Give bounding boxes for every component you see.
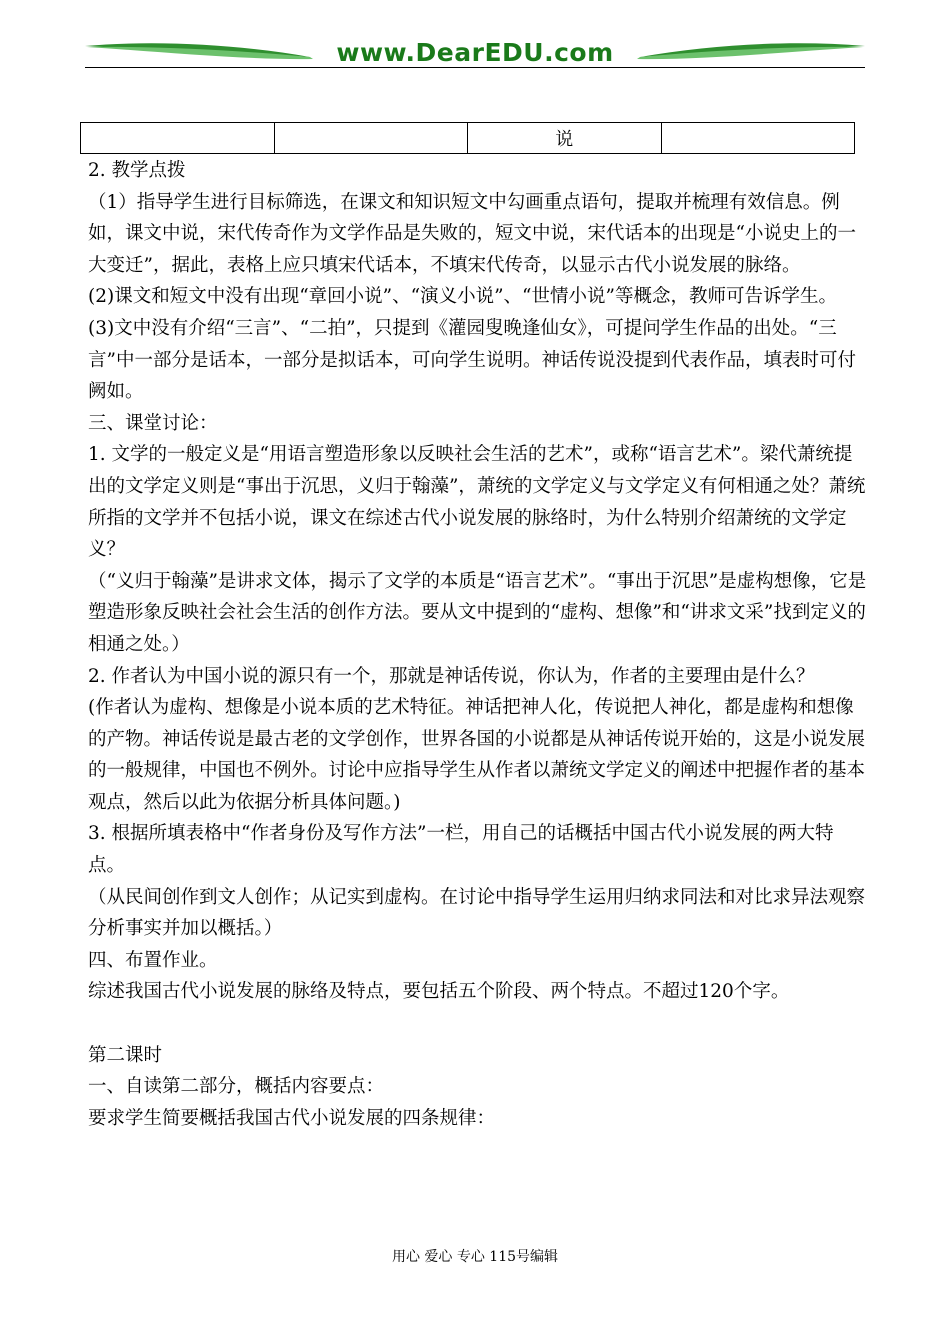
section-heading: 四、布置作业。	[88, 949, 218, 971]
section-heading: 一、自读第二部分，概括内容要点：	[88, 1076, 385, 1098]
document-body	[88, 155, 868, 1134]
table-cell	[81, 123, 275, 154]
paragraph: (2)课文和短文中没有出现“章回小说”、“演义小说”、“世情小说”等概念，教师可告诉学生。	[88, 286, 837, 308]
paragraph: （1）指导学生进行目标筛选，在课文和知识短文中勾画重点语句，提取并梳理有效信息。例如，课文中说，宋代传奇作为文学作品是失败的，短文中说，宋代话本的出现是“小说史上的一大变迁”，据此，表格上应只填宋代话本，不填宋代传奇，以显示古代小说发展的脉络。	[88, 191, 856, 276]
table-cell	[661, 123, 855, 154]
table-row	[81, 123, 855, 154]
discussion-question: 1. 文学的一般定义是“用语言塑造形象以反映社会生活的艺术”，或称“语言艺术”。梁代萧统提出的文学定义则是“事出于沉思，义归于翰藻”，萧统的文学定义与文学定义有何相通之处？萧统所指的文学并不包括小说，课文在综述古代小说发展的脉络时，为什么特别介绍萧统的文学定义？	[88, 444, 866, 561]
discussion-answer: (作者认为虚构、想像是小说本质的艺术特征。神话把神人化，传说把人神化，都是虚构和想像的产物。神话传说是最古老的文学创作，世界各国的小说都是从神话传说开始的，这是小说发展的一般规律，中国也不例外。讨论中应指导学生从作者以萧统文学定义的阐述中把握作者的基本观点，然后以此为依据分析具体问题。)	[88, 697, 866, 813]
discussion-answer: （“义归于翰藻”是讲求文体，揭示了文学的本质是“语言艺术”。“事出于沉思”是虚构想像，它是塑造形象反映社会社会生活的创作方法。要从文中提到的“虚构、想像”和“讲求文采”找到定义的相通之处。）	[88, 570, 867, 655]
discussion-question: 3. 根据所填表格中“作者身份及写作方法”一栏，用自己的话概括中国古代小说发展的两大特点。	[88, 823, 834, 877]
subsection-heading: 2. 教学点拨	[88, 160, 186, 181]
lesson-heading: 第二课时	[88, 1044, 163, 1066]
blank-line	[88, 1008, 868, 1040]
paragraph: (3)文中没有介绍“三言”、“二拍”，只提到《灌园叟晚逢仙女》，可提问学生作品的出处。“三言”中一部分是话本，一部分是拟话本，可向学生说明。神话传说没提到代表作品，填表时可付阙如。	[88, 317, 856, 403]
site-header	[85, 30, 865, 72]
page-footer: 用心 爱心 专心 115号编辑	[391, 1249, 559, 1265]
paragraph: 要求学生简要概括我国古代小说发展的四条规律：	[88, 1107, 496, 1129]
paragraph: 综述我国古代小说发展的脉络及特点，要包括五个阶段、两个特点。不超过120个字。	[88, 981, 790, 1003]
table-cell: 说	[468, 123, 662, 154]
site-logo-text: www.DearEDU.com	[336, 38, 614, 67]
table-cell	[274, 123, 468, 154]
discussion-answer: （从民间创作到文人创作；从记实到虚构。在讨论中指导学生运用归纳求同法和对比求异法观察分析事实并加以概括。）	[88, 886, 866, 940]
section-heading: 三、课堂讨论：	[88, 412, 218, 434]
discussion-question: 2. 作者认为中国小说的源只有一个，那就是神话传说，你认为，作者的主要理由是什么？	[88, 665, 815, 687]
table-fragment	[80, 122, 855, 154]
header-rule	[85, 67, 865, 68]
